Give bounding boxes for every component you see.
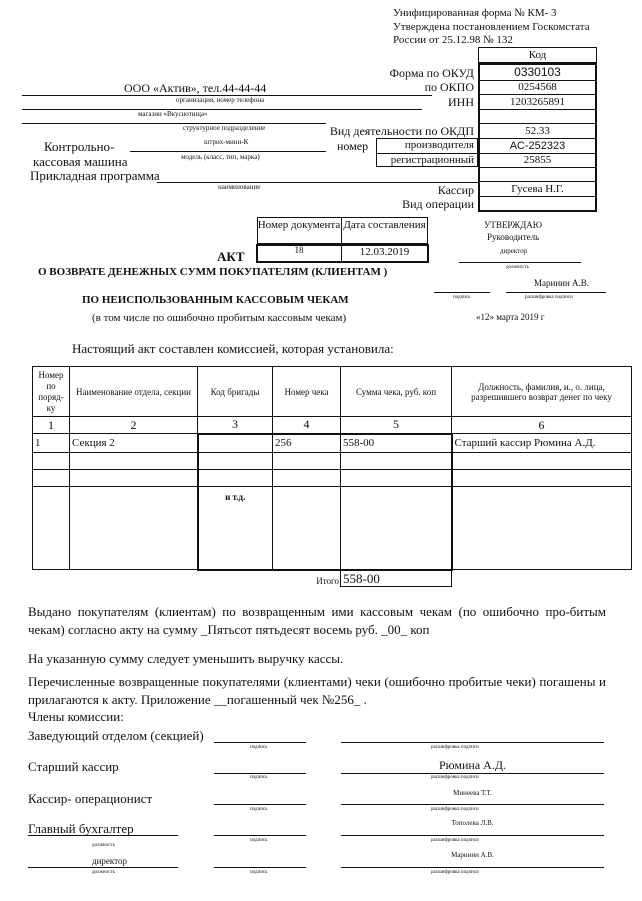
paragraph-attached-receipts: Перечисленные возвращенные покупателями (клиентами) чеки (ошибочно пробитые чеки) погашены и прилагаются к акту. Приложение __погашенный чек №256_ .: [28, 674, 606, 707]
cell-section-name: Секция 2: [70, 434, 198, 453]
approval-head: Руководитель: [487, 232, 540, 242]
table-row: [33, 453, 632, 470]
position-caption: должность: [92, 870, 115, 875]
approval-date: «12» марта 2019 г: [476, 312, 545, 322]
cell-receipt-number: 256: [273, 434, 341, 453]
cell-receipt-number: [273, 453, 341, 470]
kkm-label-line1: Контрольно-: [44, 139, 115, 154]
form-title-line2: Утверждена постановлением Госкомстата: [393, 21, 590, 33]
header-receipt-sum: Сумма чека, руб. коп: [341, 367, 452, 417]
kkm-caption: модель (класс, тип, марка): [181, 153, 260, 161]
approval-decoding-caption: расшифровка подписи: [525, 295, 573, 300]
signature-role: Заведующий отделом (секцией): [28, 728, 204, 743]
approval-signature-caption: подпись: [453, 295, 471, 300]
cell-receipt-sum: [341, 453, 452, 470]
program-label: Прикладная программа: [30, 168, 160, 183]
doc-number-header: Номер документа: [257, 219, 341, 231]
operation-type-value: [480, 196, 595, 210]
okud-value: 0330103: [514, 65, 561, 79]
okdp-value: 52.33: [525, 124, 550, 137]
decoding-caption: расшифровка подписи: [431, 775, 479, 780]
cell-brigade-code: [198, 470, 273, 487]
column-number: 6: [452, 417, 632, 434]
cell-brigade-code: [198, 453, 273, 470]
header-authorized-person: Должность, фамилия, и., о. лица, разрешившего возврат денег по чеку: [452, 367, 632, 417]
cell-receipt-sum: 558-00: [341, 434, 452, 453]
table-header-row: [33, 367, 632, 417]
approval-label: УТВЕРЖДАЮ: [484, 220, 543, 230]
decoding-caption: расшифровка подписи: [431, 807, 479, 812]
commission-members-label: Члены комиссии:: [28, 709, 124, 724]
cell-order-number: [33, 453, 70, 470]
signature-caption: подпись: [250, 775, 268, 780]
signature-name: Тополева Л.В.: [451, 819, 494, 827]
doc-title-line1: О ВОЗВРАТЕ ДЕНЕЖНЫХ СУММ ПОКУПАТЕЛЯМ (КЛИЕНТАМ ): [38, 266, 388, 278]
total-label: Итого: [316, 576, 339, 586]
organization-caption: организация, номер телефона: [176, 96, 265, 104]
doc-title-akt: АКТ: [217, 249, 245, 264]
paragraph-issued-sum: Выдано покупателям (клиентам) по возвращенным ими кассовым чекам (по ошибочно про-битым чекам) согласно акту на сумму _Пятьсот пятьдесят восемь руб. _00_ коп: [28, 604, 606, 637]
kkm-model: штрих-мини-К: [204, 138, 249, 146]
form-title-line1: Унифицированная форма № КМ- 3: [393, 7, 557, 19]
manufacturer-number-value: АС-252323: [509, 139, 566, 152]
cell-authorized-person: [452, 453, 632, 470]
cell-section-name: [70, 487, 198, 570]
decoding-caption: расшифровка подписи: [431, 838, 479, 843]
cell-section-name: [70, 470, 198, 487]
organization-name: ООО «Актив», тел.44-44-44: [124, 81, 267, 95]
approval-name: Маринин А.В.: [534, 278, 590, 288]
number-label: номер: [337, 139, 369, 153]
operation-type-label: Вид операции: [402, 197, 474, 211]
cell-authorized-person: [452, 470, 632, 487]
signature-caption: подпись: [250, 807, 268, 812]
cell-order-number: 1: [33, 434, 70, 453]
signature-caption: подпись: [250, 838, 268, 843]
total-value: 558-00: [343, 571, 380, 586]
cell-section-name: [70, 453, 198, 470]
program-caption: наименование: [218, 183, 261, 191]
code-header-label: Код: [528, 49, 547, 61]
position-caption: должность: [92, 843, 115, 848]
table-row: [33, 470, 632, 487]
cell-receipt-sum: [341, 470, 452, 487]
registration-number-value: 25855: [523, 154, 552, 166]
doc-number-value: 18: [294, 245, 304, 255]
cell-receipt-sum: [341, 487, 452, 570]
header-order-number: Номер по поряд-ку: [33, 367, 70, 417]
signature-caption: подпись: [250, 745, 268, 750]
cell-brigade-code: [198, 434, 273, 453]
header-receipt-number: Номер чека: [273, 367, 341, 417]
approval-position: директор: [500, 247, 528, 255]
manufacturer-label: производителя: [404, 139, 474, 151]
column-number: 3: [198, 417, 273, 434]
table-row: [33, 434, 632, 453]
table-column-numbers-row: [33, 417, 632, 434]
doc-title-line3: (в том числе по ошибочно пробитым кассовым чекам): [92, 312, 347, 324]
form-title-line3: России от 25.12.98 № 132: [393, 34, 513, 46]
cell-receipt-number: [273, 470, 341, 487]
header-section-name: Наименование отдела, секции: [70, 367, 198, 417]
paragraph-reduce-revenue: На указанную сумму следует уменьшить выручку кассы.: [28, 651, 344, 666]
signature-role: Главный бухгалтер: [28, 821, 134, 836]
decoding-caption: расшифровка подписи: [431, 870, 479, 875]
intro-text: Настоящий акт составлен комиссией, которая установила:: [72, 341, 394, 356]
division-caption: структурное подразделение: [183, 124, 266, 132]
doc-date-value: 12.03.2019: [359, 246, 410, 258]
cell-order-number: [33, 487, 70, 570]
cashier-label: Кассир: [437, 183, 474, 197]
signature-caption: подпись: [250, 870, 268, 875]
column-number: 5: [341, 417, 452, 434]
division-name: магазин «Вкуснотища»: [138, 110, 208, 118]
signature-role: Старший кассир: [28, 759, 119, 774]
cell-authorized-person: Старший кассир Рюмина А.Д.: [452, 434, 632, 453]
refund-table: [32, 366, 632, 571]
cell-authorized-person: [452, 487, 632, 570]
cashier-value: Гусева Н.Г.: [511, 182, 564, 195]
registration-label: регистрационный: [390, 154, 474, 166]
cell-brigade-code: и т.д.: [198, 487, 273, 570]
total-box: [340, 569, 452, 587]
code-header-box: [478, 47, 597, 63]
inn-value: 1203265891: [510, 95, 565, 108]
table-row: [33, 487, 632, 570]
okdp-label: Вид деятельности по ОКДП: [329, 124, 474, 138]
cell-receipt-number: [273, 487, 341, 570]
column-number: 4: [273, 417, 341, 434]
inn-label: ИНН: [448, 95, 474, 109]
kkm-label-line2: кассовая машина: [33, 154, 128, 169]
column-number: 2: [70, 417, 198, 434]
header-brigade-code: Код бригады: [198, 367, 273, 417]
okpo-label: по ОКПО: [424, 80, 474, 94]
okud-label: Форма по ОКУД: [389, 66, 474, 80]
signature-name: Маринин А.В.: [451, 851, 494, 859]
decoding-caption: расшифровка подписи: [431, 745, 479, 750]
signature-role: Кассир- операционист: [28, 791, 153, 806]
signature-role: директор: [92, 856, 127, 866]
okpo-value: 0254568: [518, 81, 557, 93]
approval-position-caption: должность: [506, 265, 529, 270]
doc-title-line2: ПО НЕИСПОЛЬЗОВАННЫМ КАССОВЫМ ЧЕКАМ: [82, 294, 349, 306]
signature-name: Рюмина А.Д.: [438, 758, 507, 772]
signature-name: Минеева Т.Т.: [453, 789, 492, 797]
cell-order-number: [33, 470, 70, 487]
doc-date-header: Дата составления: [343, 219, 426, 231]
column-number: 1: [33, 417, 70, 434]
